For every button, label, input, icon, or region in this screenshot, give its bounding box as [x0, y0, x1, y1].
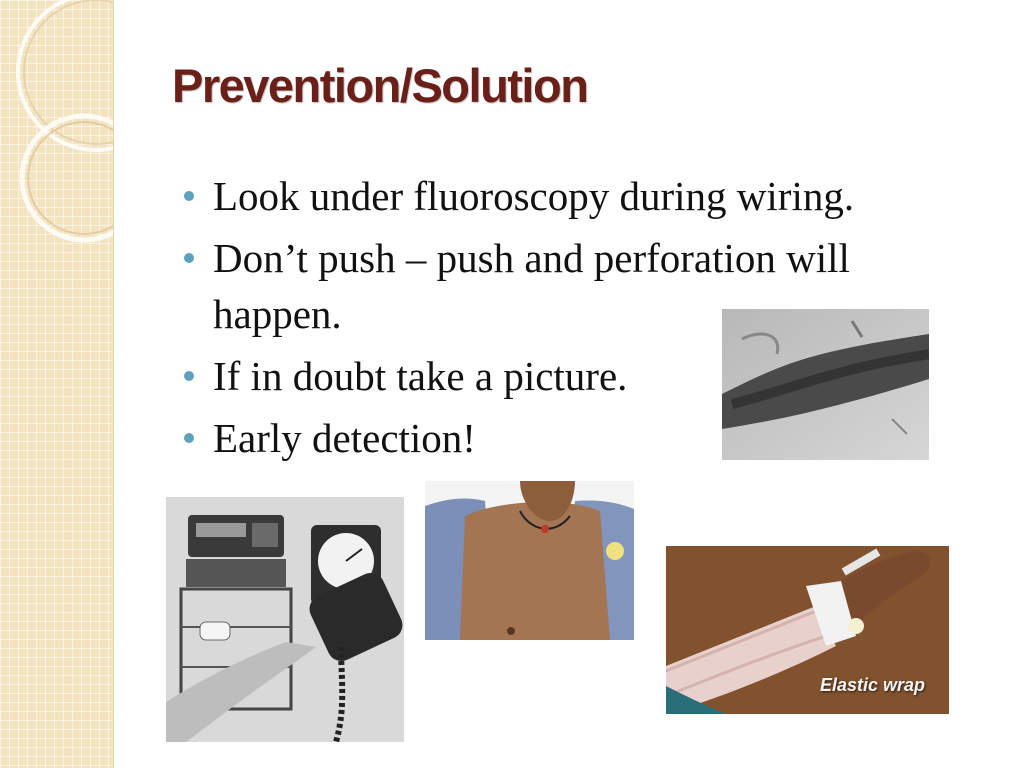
slide-title: Prevention/Solution: [172, 59, 588, 112]
elastic-wrap-caption: Elastic wrap: [819, 675, 925, 695]
forearm-elastic-wrap-photo: [666, 546, 949, 714]
pulse-oximeter-bp-cuff-photo: [166, 497, 404, 742]
decorative-rings: [0, 0, 113, 768]
ecchymosis-photo: [722, 309, 929, 460]
bullet-item: Look under fluoroscopy during wiring.: [184, 168, 1004, 224]
patient-chest-photo: [425, 481, 634, 640]
bullet-item: If in doubt take a picture.: [184, 348, 1004, 404]
decorative-sidebar: [0, 0, 114, 768]
bullet-item: Early detection!: [184, 410, 1004, 466]
bullet-item: Don’t push – push and perforation will happen.: [184, 230, 933, 342]
